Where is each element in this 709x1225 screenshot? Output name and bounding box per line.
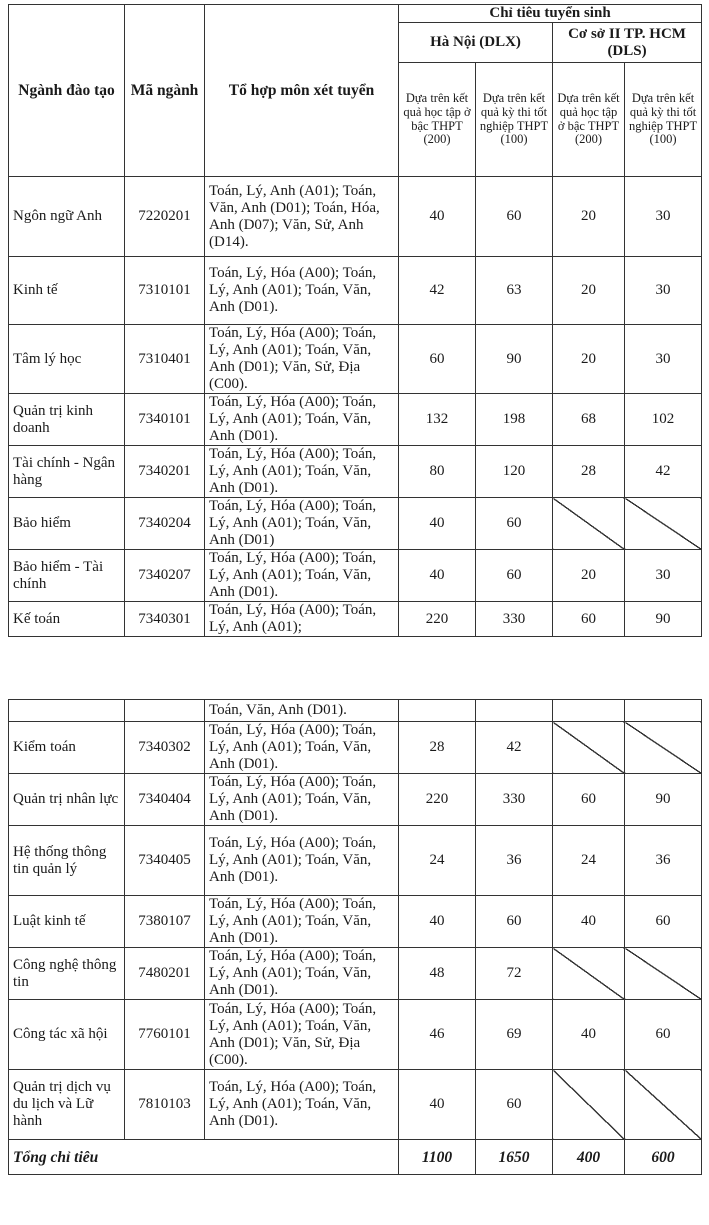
major-cell — [9, 700, 125, 722]
hn-hocba-cell: 80 — [399, 446, 476, 498]
major-cell: Luật kinh tế — [9, 896, 125, 948]
hcm-thi-cell: 60 — [625, 1000, 702, 1070]
table-row — [9, 446, 702, 498]
table-row — [9, 550, 702, 602]
hcm-thi-cell: 30 — [625, 177, 702, 257]
table-row — [9, 394, 702, 446]
hcm-hocba-cell: 24 — [553, 826, 625, 896]
admissions-table-part1 — [8, 4, 702, 637]
col-code-header: Mã ngành — [125, 5, 205, 177]
table-row — [9, 826, 702, 896]
hn-thi-cell: 330 — [476, 602, 553, 637]
hn-thi-cell: 60 — [476, 1070, 553, 1140]
hcm-thi-cell: 36 — [625, 826, 702, 896]
code-cell: 7310401 — [125, 325, 205, 394]
hn-thi-cell — [476, 700, 553, 722]
table-row — [9, 1000, 702, 1070]
hn-thi-cell: 69 — [476, 1000, 553, 1070]
major-cell: Tâm lý học — [9, 325, 125, 394]
code-cell: 7380107 — [125, 896, 205, 948]
combo-cell: Toán, Lý, Hóa (A00); Toán, Lý, Anh (A01); Toán, Văn, Anh (D01). — [205, 257, 399, 325]
hn-thi-cell: 63 — [476, 257, 553, 325]
hn-thi-cell: 330 — [476, 774, 553, 826]
total-hcm-thi: 600 — [625, 1140, 702, 1175]
combo-cell: Toán, Lý, Hóa (A00); Toán, Lý, Anh (A01); Toán, Văn, Anh (D01). — [205, 774, 399, 826]
combo-cell: Toán, Lý, Hóa (A00); Toán, Lý, Anh (A01); Toán, Văn, Anh (D01). — [205, 722, 399, 774]
combo-cell: Toán, Lý, Hóa (A00); Toán, Lý, Anh (A01); Toán, Văn, Anh (D01). — [205, 896, 399, 948]
combo-cell: Toán, Lý, Hóa (A00); Toán, Lý, Anh (A01); Toán, Văn, Anh (D01). — [205, 394, 399, 446]
code-cell: 7340101 — [125, 394, 205, 446]
hcm-hocba-cell: 60 — [553, 602, 625, 637]
major-cell: Tài chính - Ngân hàng — [9, 446, 125, 498]
hn-hocba-cell — [399, 700, 476, 722]
table-row — [9, 948, 702, 1000]
campus-hn-header: Hà Nội (DLX) — [399, 23, 553, 63]
hn-hocba-cell: 220 — [399, 774, 476, 826]
total-row — [9, 1140, 702, 1175]
hn-hocba-cell: 220 — [399, 602, 476, 637]
code-cell: 7340405 — [125, 826, 205, 896]
method-hocba-hcm: Dựa trên kết quả học tập ở bậc THPT (200) — [553, 63, 625, 177]
hcm-hocba-cell: 20 — [553, 325, 625, 394]
hcm-thi-cell: 90 — [625, 774, 702, 826]
table-row — [9, 177, 702, 257]
hcm-thi-cell: 30 — [625, 325, 702, 394]
major-cell: Kế toán — [9, 602, 125, 637]
major-cell: Bảo hiểm - Tài chính — [9, 550, 125, 602]
method-thi-hcm: Dựa trên kết quả kỳ thi tốt nghiệp THPT (100) — [625, 63, 702, 177]
hn-hocba-cell: 60 — [399, 325, 476, 394]
hcm-thi-cell: 60 — [625, 896, 702, 948]
hcm-hocba-cell: 40 — [553, 1000, 625, 1070]
hcm-hocba-cell: 20 — [553, 257, 625, 325]
table-row — [9, 257, 702, 325]
hcm-thi-cell — [625, 498, 702, 550]
hcm-hocba-cell — [553, 948, 625, 1000]
code-cell: 7760101 — [125, 1000, 205, 1070]
hcm-hocba-cell — [553, 1070, 625, 1140]
hn-thi-cell: 42 — [476, 722, 553, 774]
hcm-thi-cell: 30 — [625, 550, 702, 602]
table-row — [9, 325, 702, 394]
total-label: Tổng chỉ tiêu — [9, 1140, 399, 1175]
major-cell: Kiểm toán — [9, 722, 125, 774]
hn-thi-cell: 60 — [476, 498, 553, 550]
hn-hocba-cell: 28 — [399, 722, 476, 774]
table-row — [9, 700, 702, 722]
table-row — [9, 896, 702, 948]
hn-hocba-cell: 24 — [399, 826, 476, 896]
hcm-hocba-cell: 28 — [553, 446, 625, 498]
total-hcm-hocba: 400 — [553, 1140, 625, 1175]
page-break — [0, 691, 709, 699]
hn-thi-cell: 90 — [476, 325, 553, 394]
code-cell: 7340201 — [125, 446, 205, 498]
major-cell: Bảo hiểm — [9, 498, 125, 550]
combo-cell: Toán, Lý, Hóa (A00); Toán, Lý, Anh (A01); Toán, Văn, Anh (D01) — [205, 498, 399, 550]
hcm-hocba-cell — [553, 722, 625, 774]
hcm-hocba-cell — [553, 700, 625, 722]
admissions-table-part2 — [8, 699, 702, 1175]
hcm-hocba-cell: 20 — [553, 550, 625, 602]
code-cell: 7340302 — [125, 722, 205, 774]
hcm-hocba-cell: 40 — [553, 896, 625, 948]
hcm-thi-cell: 90 — [625, 602, 702, 637]
combo-cell: Toán, Lý, Hóa (A00); Toán, Lý, Anh (A01); Toán, Văn, Anh (D01); Văn, Sử, Địa (C00). — [205, 1000, 399, 1070]
col-combo-header: Tổ hợp môn xét tuyển — [205, 5, 399, 177]
major-cell: Quản trị dịch vụ du lịch và Lữ hành — [9, 1070, 125, 1140]
hn-hocba-cell: 48 — [399, 948, 476, 1000]
combo-cell: Toán, Lý, Hóa (A00); Toán, Lý, Anh (A01); Toán, Văn, Anh (D01). — [205, 550, 399, 602]
combo-cell: Toán, Lý, Anh (A01); Toán, Văn, Anh (D01); Toán, Hóa, Anh (D07); Văn, Sử, Anh (D14). — [205, 177, 399, 257]
method-thi-hn: Dựa trên kết quả kỳ thi tốt nghiệp THPT (100) — [476, 63, 553, 177]
hcm-thi-cell — [625, 948, 702, 1000]
hn-hocba-cell: 40 — [399, 177, 476, 257]
hn-thi-cell: 60 — [476, 177, 553, 257]
major-cell: Công tác xã hội — [9, 1000, 125, 1070]
hcm-hocba-cell — [553, 498, 625, 550]
hcm-hocba-cell: 60 — [553, 774, 625, 826]
campus-hcm-header: Cơ sở II TP. HCM (DLS) — [553, 23, 702, 63]
code-cell: 7340404 — [125, 774, 205, 826]
major-cell: Quản trị nhân lực — [9, 774, 125, 826]
hn-thi-cell: 72 — [476, 948, 553, 1000]
combo-cell: Toán, Lý, Hóa (A00); Toán, Lý, Anh (A01); Toán, Văn, Anh (D01). — [205, 1070, 399, 1140]
combo-cell: Toán, Lý, Hóa (A00); Toán, Lý, Anh (A01); Toán, Văn, Anh (D01). — [205, 446, 399, 498]
hn-hocba-cell: 40 — [399, 550, 476, 602]
hn-thi-cell: 36 — [476, 826, 553, 896]
method-hocba-hn: Dựa trên kết quả học tập ở bậc THPT (200) — [399, 63, 476, 177]
code-cell: 7810103 — [125, 1070, 205, 1140]
hcm-thi-cell: 42 — [625, 446, 702, 498]
major-cell: Công nghệ thông tin — [9, 948, 125, 1000]
code-cell: 7310101 — [125, 257, 205, 325]
code-cell: 7340207 — [125, 550, 205, 602]
quota-title: Chỉ tiêu tuyển sinh — [399, 5, 702, 23]
table-body-part2 — [9, 700, 702, 1140]
code-cell: 7340301 — [125, 602, 205, 637]
major-cell: Hệ thống thông tin quản lý — [9, 826, 125, 896]
hn-hocba-cell: 40 — [399, 498, 476, 550]
hcm-thi-cell: 102 — [625, 394, 702, 446]
combo-cell: Toán, Văn, Anh (D01). — [205, 700, 399, 722]
hcm-hocba-cell: 68 — [553, 394, 625, 446]
code-cell: 7340204 — [125, 498, 205, 550]
table-row — [9, 602, 702, 637]
hn-hocba-cell: 40 — [399, 896, 476, 948]
table-body-part1 — [9, 177, 702, 637]
code-cell: 7220201 — [125, 177, 205, 257]
hn-hocba-cell: 46 — [399, 1000, 476, 1070]
hn-hocba-cell: 42 — [399, 257, 476, 325]
hcm-thi-cell — [625, 722, 702, 774]
major-cell: Quản trị kinh doanh — [9, 394, 125, 446]
table-row — [9, 722, 702, 774]
combo-cell: Toán, Lý, Hóa (A00); Toán, Lý, Anh (A01); Toán, Văn, Anh (D01). — [205, 948, 399, 1000]
col-major-header: Ngành đào tạo — [9, 5, 125, 177]
hn-thi-cell: 120 — [476, 446, 553, 498]
code-cell: 7480201 — [125, 948, 205, 1000]
code-cell — [125, 700, 205, 722]
hn-hocba-cell: 132 — [399, 394, 476, 446]
table-row — [9, 498, 702, 550]
table-row — [9, 774, 702, 826]
hn-thi-cell: 60 — [476, 896, 553, 948]
hn-thi-cell: 60 — [476, 550, 553, 602]
hcm-thi-cell — [625, 700, 702, 722]
total-hn-hocba: 1100 — [399, 1140, 476, 1175]
hcm-thi-cell: 30 — [625, 257, 702, 325]
major-cell: Kinh tế — [9, 257, 125, 325]
combo-cell: Toán, Lý, Hóa (A00); Toán, Lý, Anh (A01); Toán, Văn, Anh (D01). — [205, 826, 399, 896]
hn-thi-cell: 198 — [476, 394, 553, 446]
hn-hocba-cell: 40 — [399, 1070, 476, 1140]
combo-cell: Toán, Lý, Hóa (A00); Toán, Lý, Anh (A01); — [205, 602, 399, 637]
hcm-thi-cell — [625, 1070, 702, 1140]
combo-cell: Toán, Lý, Hóa (A00); Toán, Lý, Anh (A01); Toán, Văn, Anh (D01); Văn, Sử, Địa (C00). — [205, 325, 399, 394]
table-row — [9, 1070, 702, 1140]
total-hn-thi: 1650 — [476, 1140, 553, 1175]
hcm-hocba-cell: 20 — [553, 177, 625, 257]
major-cell: Ngôn ngữ Anh — [9, 177, 125, 257]
